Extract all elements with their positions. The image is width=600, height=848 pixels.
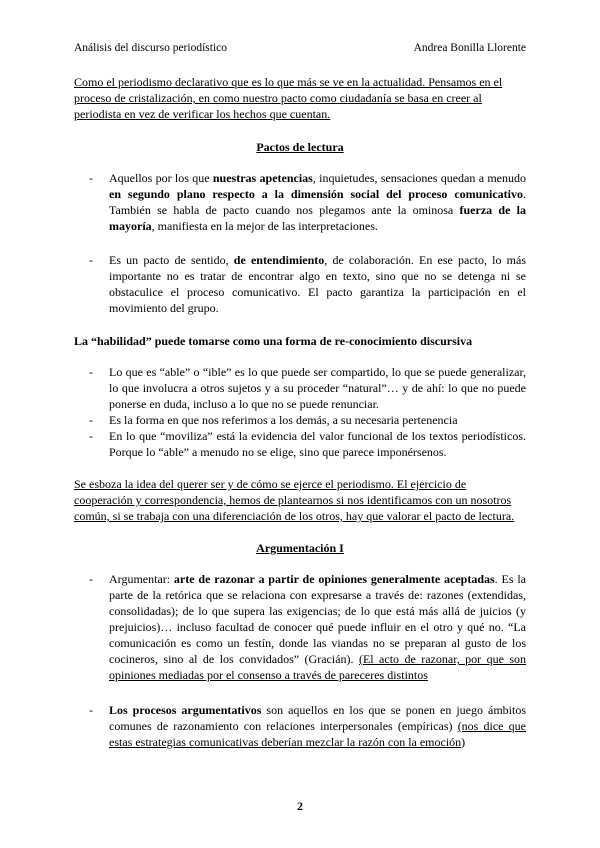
page-body xyxy=(74,74,526,750)
habilidad-heading: La “habilidad” puede tomarse como una forma de re-conocimiento discursiva xyxy=(74,334,473,348)
header-course-title: Análisis del discurso periodístico xyxy=(74,42,227,54)
list-item: - Lo que es “able” o “ible” es lo que puede ser compartido, lo que se puede generalizar, lo que involucra a otros sujetos y a su proceder “natural”… y de ahí: lo que no puede ponerse en duda, incluso a lo que no se puede renunciar. xyxy=(74,364,526,412)
list-item: - Es la forma en que nos referimos a los demás, a su necesaria pertenencia xyxy=(74,412,526,428)
list-item: - Es un pacto de sentido, de entendimiento, de colaboración. En ese pacto, lo más importante no es tratar de encontrar algo en texto, sino que no se detenga ni se obstaculice el proceso comunicativo. El pacto garantiza la participación en el movimiento del grupo. xyxy=(74,252,526,316)
list-item: - Argumentar: arte de razonar a partir de opiniones generalmente aceptadas. Es la parte de la retórica que se relaciona con expresarse a través de: razones (extendidas, consolidadas); de lo que supera las exigencias; de lo que está más allá de juicios (y prejuicios)… incluso facultad de conocer qué puede influir en el otro y qué no. “La comunicación es como un festín, donde las viandas no se preparan al gusto de los cocineros, sino al de los convidados” (Gracián). (El acto de razonar, por que son opiniones mediadas por el consenso a través de pareceres distintos xyxy=(74,571,526,683)
page-header xyxy=(74,40,526,56)
argumentacion-list xyxy=(74,571,526,750)
list-item: - Los procesos argumentativos son aquellos en los que se ponen en juego ámbitos comunes de razonamiento con relaciones interpersonales (empíricas) (nos dice que estas estrategias comunicativas deberían mezclar la razón con la emoción) xyxy=(74,702,526,750)
pactos-list xyxy=(74,170,526,316)
habilidad-list xyxy=(74,364,526,460)
page-number: 2 xyxy=(297,799,303,813)
reflection-paragraph: Se esboza la idea del querer ser y de cómo se ejerce el periodismo. El ejercicio de cooperación y correspondencia, hemos de plantearnos si nos identificamos con un nosotros común, si se trabaja con una diferenciación de los otros, hay que valorar el pacto de lectura. xyxy=(74,477,515,523)
list-item: - Aquellos por los que nuestras apetencias, inquietudes, sensaciones quedan a menudo en segundo plano respecto a la dimensión social del proceso comunicativo. También se habla de pacto cuando nos plegamos ante la ominosa fuerza de la mayoría, manifiesta en la mejor de las interpretaciones. xyxy=(74,170,526,234)
header-author: Andrea Bonilla Llorente xyxy=(413,42,526,54)
section-title-argumentacion: Argumentación I xyxy=(256,541,344,555)
intro-paragraph: Como el periodismo declarativo que es lo que más se ve en la actualidad. Pensamos en el proceso de cristalización, en como nuestro pacto como ciudadanía se basa en creer al periodista en vez de verificar los hechos que cuentan. xyxy=(74,75,503,121)
section-title-pactos: Pactos de lectura xyxy=(256,140,344,154)
list-item: - En lo que “moviliza” está la evidencia del valor funcional de los textos periodísticos. Porque lo “able” a menudo no se elige, sino que parece imponérsenos. xyxy=(74,428,526,460)
